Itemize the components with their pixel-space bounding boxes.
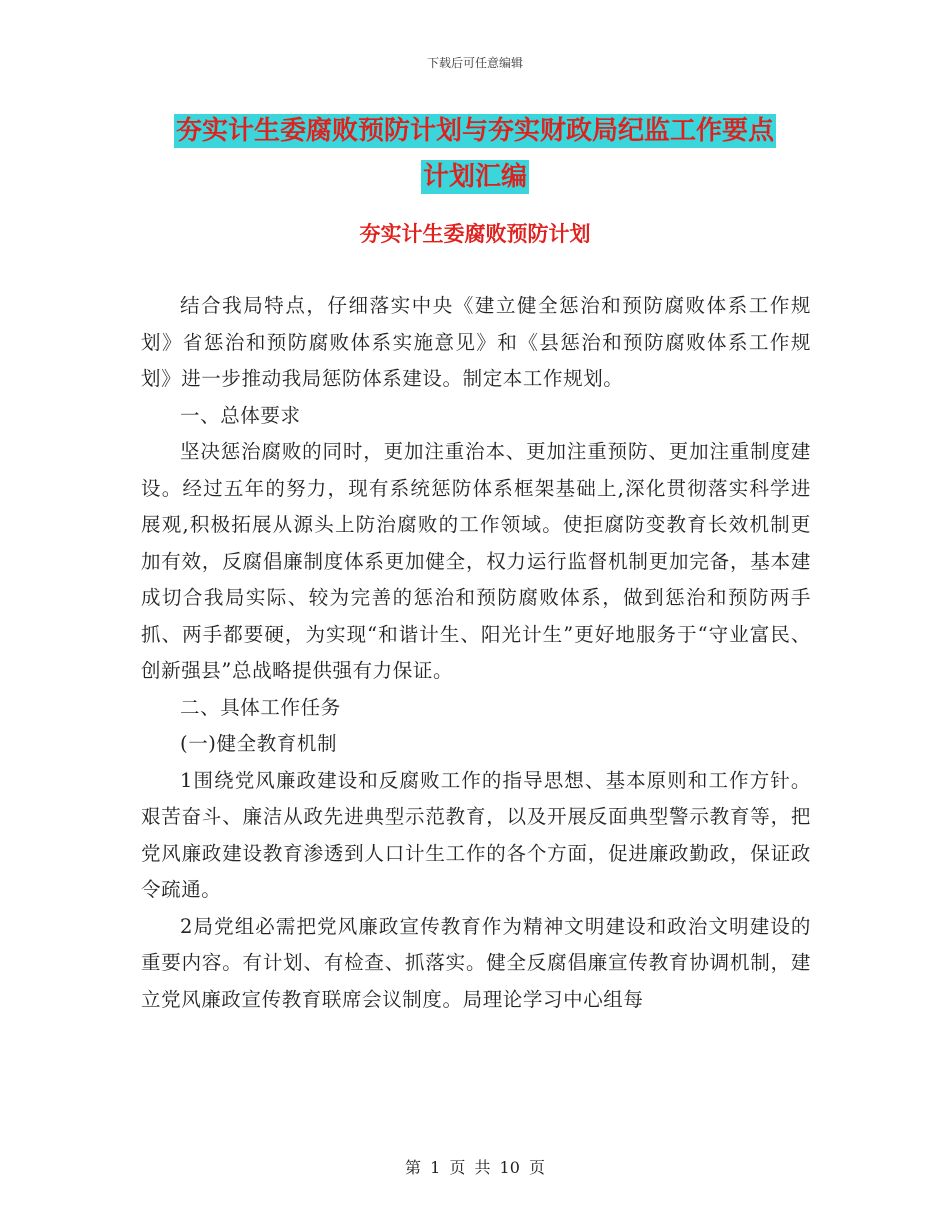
paragraph: 1围绕党风廉政建设和反腐败工作的指导思想、基本原则和工作方针。艰苦奋斗、廉洁从政先进典型示范教育，以及开展反面典型警示教育等，把党风廉政建设教育渗透到人口计生工作的各个方面，促进廉政勤政，保证政令疏通。: [141, 768, 811, 901]
document-title: [0, 108, 950, 200]
section-title: 夯实计生委腐败预防计划: [359, 222, 591, 246]
header-note: 下载后可任意编辑: [426, 56, 523, 70]
page-footer: 第 1 页 共 10 页: [405, 1158, 545, 1177]
paragraph-subheading: (一)健全教育机制: [180, 732, 338, 755]
paragraph-heading: 一、总体要求: [180, 403, 301, 427]
paragraph: 2局党组必需把党风廉政宣传教育作为精神文明建设和政治文明建设的重要内容。有计划、有检查、抓落实。健全反腐倡廉宣传教育协调机制，建立党风廉政宣传教育联席会议制度。局理论学习中心组每: [141, 914, 811, 1011]
paragraph: 结合我局特点，仔细落实中央《建立健全惩治和预防腐败体系工作规划》省惩治和预防腐败体系实施意见》和《县惩治和预防腐败体系工作规划》进一步推动我局惩防体系建设。制定本工作规划。: [141, 294, 811, 390]
paragraph: 坚决惩治腐败的同时，更加注重治本、更加注重预防、更加注重制度建设。经过五年的努力，现有系统惩防体系框架基础上,深化贯彻落实科学进展观,积极拓展从源头上防治腐败的工作领域。使拒腐防变教育长效机制更加有效，反腐倡廉制度体系更加健全，权力运行监督机制更加完备，基本建成切合我局实际、较为完善的惩治和预防腐败体系，做到惩治和预防两手抓、两手都要硬，为实现“和谐计生、阳光计生”更好地服务于“守业富民、创新强县”总战略提供强有力保证。: [141, 440, 811, 682]
paragraph-heading: 二、具体工作任务: [180, 695, 341, 719]
document-body: [141, 288, 811, 1018]
document-title-line2: 计划汇编: [422, 162, 527, 192]
document-title-line1: 夯实计生委腐败预防计划与夯实财政局纪监工作要点: [175, 116, 774, 146]
